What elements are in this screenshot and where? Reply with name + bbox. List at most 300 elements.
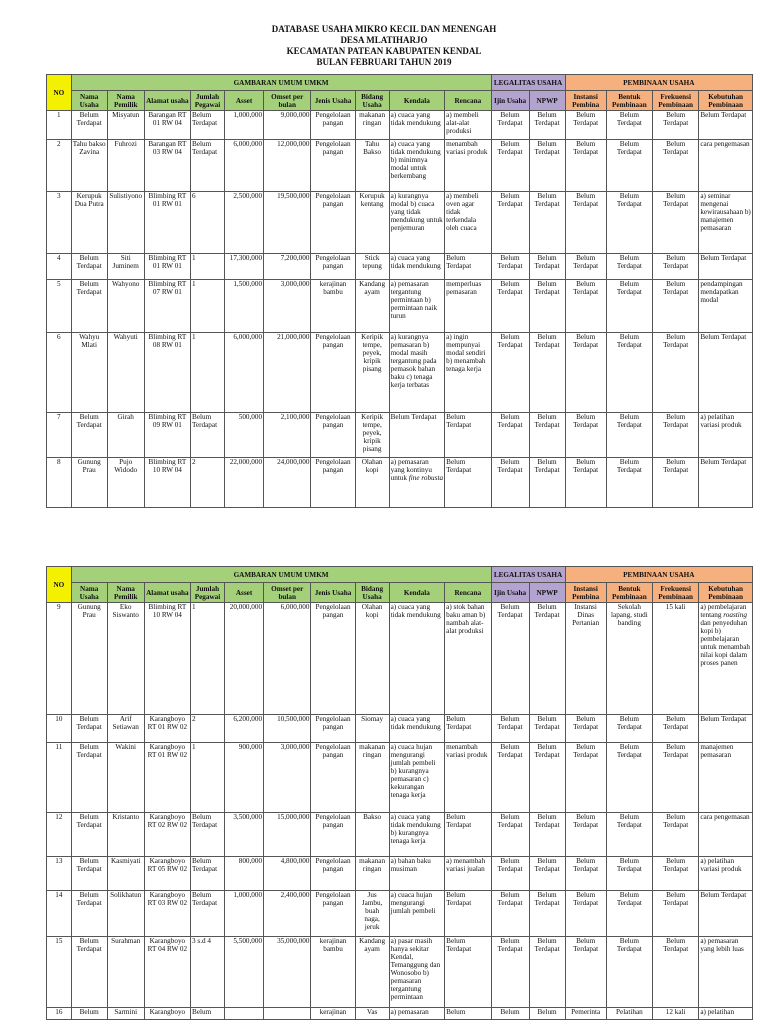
cell-frekuensi: 15 kali [653,603,699,715]
cell-kebutuhan: Belum Terdapat [699,111,753,140]
cell-ijin: Belum Terdapat [491,254,529,280]
cell-frekuensi: Belum Terdapat [653,458,699,508]
cell-rencana: Belum Terdapat [445,813,491,857]
col-header-nama-usaha: Nama Usaha [71,583,107,603]
table-row [47,192,753,254]
cell-nama-usaha: Belum Terdapat [71,813,107,857]
cell-kendala: a) cuaca yang tidak mendukung [389,254,445,280]
cell-nama-pemilik: Kristanto [107,813,144,857]
cell-bentuk: Sekolah lapang, studi banding [606,603,652,715]
cell-jenis: Pengelolaan pangan [311,140,355,192]
cell-nama-pemilik: Pujo Widodo [107,458,144,508]
cell-no: 6 [47,333,72,413]
col-header-no: NO [47,567,72,603]
table-row [47,140,753,192]
cell-nama-usaha: Gunung Prau [71,603,107,715]
cell-asset: 6,000,000 [224,333,263,413]
cell-bidang: Tahu Bakso [355,140,389,192]
cell-rencana: memperluas pemasaran [445,280,491,333]
cell-bentuk: Belum Terdapat [606,413,652,458]
cell-jenis: Pengelolaan pangan [311,743,355,813]
col-header-kebutuhan-pembinaan: Kebutuhan Pembinaan [699,91,753,111]
cell-rencana: Belum Terdapat [445,715,491,743]
col-header-ijin-usaha: Ijin Usaha [491,583,529,603]
cell-npwp: Belum Terdapat [529,140,565,192]
cell-kebutuhan: a) pelatihan [699,1008,753,1020]
cell-asset: 22,000,000 [224,458,263,508]
col-header-kendala: Kendala [389,91,445,111]
header-legalitas: LEGALITAS USAHA [491,567,565,583]
cell-rencana: Belum Terdapat [445,458,491,508]
cell-alamat: Karangboyo [144,1008,190,1020]
cell-pegawai: 1 [191,333,225,413]
cell-asset: 800,000 [224,857,263,891]
cell-frekuensi: 12 kali [653,1008,699,1020]
cell-nama-usaha: Gunung Prau [71,458,107,508]
col-header-no: NO [47,75,72,111]
cell-ijin: Belum Terdapat [491,413,529,458]
cell-npwp: Belum Terdapat [529,857,565,891]
cell-frekuensi: Belum Terdapat [653,280,699,333]
cell-nama-pemilik: Solikhatun [107,891,144,937]
cell-nama-pemilik: Misyatun [107,111,144,140]
cell-nama-pemilik: Kasmiyati [107,857,144,891]
col-header-jenis-usaha: Jenis Usaha [311,91,355,111]
cell-kendala: a) kurangnya pemasaran b) modal masih tergantung pada pemasok bahan baku c) tenaga kerja terbatas [389,333,445,413]
cell-jenis: Pengelolaan pangan [311,857,355,891]
cell-jenis: kerajinan bambu [311,280,355,333]
cell-instansi: Belum Terdapat [565,192,606,254]
cell-bentuk: Belum Terdapat [606,111,652,140]
cell-frekuensi: Belum Terdapat [653,891,699,937]
cell-frekuensi: Belum Terdapat [653,254,699,280]
cell-kebutuhan: Belum Terdapat [699,715,753,743]
cell-instansi: Belum Terdapat [565,280,606,333]
cell-nama-usaha: Tahu bakso Zavina [71,140,107,192]
cell-rencana: menambah variasi produk [445,140,491,192]
cell-bentuk: Pelatihan [606,1008,652,1020]
cell-frekuensi: Belum Terdapat [653,333,699,413]
cell-no: 3 [47,192,72,254]
cell-bidang: Kerupuk kentang [355,192,389,254]
cell-no: 4 [47,254,72,280]
cell-jenis: Pengelolaan pangan [311,254,355,280]
col-header-alamat-usaha: Alamat usaha [144,91,190,111]
cell-pegawai: 1 [191,254,225,280]
cell-bidang: Kandang ayam [355,280,389,333]
cell-nama-usaha: Belum Terdapat [71,891,107,937]
table-row [47,937,753,1008]
cell-alamat: Karangboyo RT 04 RW 02 [144,937,190,1008]
cell-alamat: Blimbing RT 01 RW 01 [144,192,190,254]
table-row [47,857,753,891]
cell-alamat: Blimbing RT 09 RW 01 [144,413,190,458]
header-gambaran: GAMBARAN UMUM UMKM [71,567,491,583]
cell-no: 5 [47,280,72,333]
cell-kebutuhan: cara pengemasan [699,813,753,857]
cell-ijin: Belum Terdapat [491,743,529,813]
cell-nama-usaha: Belum Terdapat [71,857,107,891]
cell-ijin: Belum Terdapat [491,937,529,1008]
document-title [0,24,768,68]
cell-npwp: Belum Terdapat [529,192,565,254]
cell-pegawai: 6 [191,192,225,254]
cell-instansi: Belum Terdapat [565,333,606,413]
cell-pegawai: 2 [191,715,225,743]
cell-kendala: a) cuaca yang tidak mendukung b) minimnya modal untuk berkembang [389,140,445,192]
header-columns-row [47,583,753,603]
cell-no: 8 [47,458,72,508]
cell-rencana: a) stok bahan baku aman b) nambah alat-alat produksi [445,603,491,715]
cell-pegawai: 2 [191,458,225,508]
cell-ijin: Belum Terdapat [491,715,529,743]
cell-bidang: makanan ringan [355,857,389,891]
header-pembinaan: PEMBINAAN USAHA [565,75,752,91]
umkm-table-2 [46,566,753,1020]
table-row [47,333,753,413]
cell-ijin: Belum [491,1008,529,1020]
cell-kebutuhan: a) pembelajaran tentang roasting dan penyeduhan kopi b) pembelajaran untuk menambah nilai kopi dalam proses panen [699,603,753,715]
cell-nama-pemilik: Wahyuti [107,333,144,413]
cell-kebutuhan: a) pelatihan variasi produk [699,413,753,458]
cell-kendala: a) pemasaran tergantung permintaan b) permintaan naik turun [389,280,445,333]
cell-instansi: Belum Terdapat [565,140,606,192]
cell-bidang: Olahan kopi [355,603,389,715]
cell-pegawai: 1 [191,743,225,813]
title-line-3: KECAMATAN PATEAN KABUPATEN KENDAL [286,46,482,56]
cell-alamat: Karangboyo RT 03 RW 02 [144,891,190,937]
cell-asset: 5,500,000 [224,937,263,1008]
cell-kebutuhan: cara pengemasan [699,140,753,192]
cell-no: 11 [47,743,72,813]
cell-nama-usaha: Belum Terdapat [71,743,107,813]
cell-rencana: Belum Terdapat [445,937,491,1008]
title-line-1: DATABASE USAHA MIKRO KECIL DAN MENENGAH [271,24,497,34]
cell-kebutuhan: Belum Terdapat [699,254,753,280]
cell-instansi: Belum Terdapat [565,891,606,937]
cell-nama-pemilik: Girah [107,413,144,458]
cell-bentuk: Belum Terdapat [606,192,652,254]
cell-nama-usaha: Belum Terdapat [71,280,107,333]
cell-instansi: Belum Terdapat [565,413,606,458]
cell-frekuensi: Belum Terdapat [653,192,699,254]
cell-jenis: Pengelolaan pangan [311,813,355,857]
cell-jenis: Pengelolaan pangan [311,333,355,413]
cell-npwp: Belum Terdapat [529,891,565,937]
cell-bentuk: Belum Terdapat [606,280,652,333]
cell-nama-usaha: Belum Terdapat [71,413,107,458]
col-header-instansi-pembina: Instansi Pembina [565,583,606,603]
cell-ijin: Belum Terdapat [491,813,529,857]
col-header-bidang-usaha: Bidang Usaha [355,91,389,111]
cell-instansi: Belum Terdapat [565,857,606,891]
table-row [47,603,753,715]
cell-asset: 20,000,000 [224,603,263,715]
cell-no: 16 [47,1008,72,1020]
col-header-alamat-usaha: Alamat usaha [144,583,190,603]
cell-ijin: Belum Terdapat [491,111,529,140]
cell-frekuensi: Belum Terdapat [653,140,699,192]
table-row [47,891,753,937]
cell-omset: 24,000,000 [264,458,311,508]
cell-bentuk: Belum Terdapat [606,937,652,1008]
cell-omset: 7,200,000 [264,254,311,280]
col-header-frekuensi-pembinaan: Frekuensi Pembinaan [653,91,699,111]
cell-npwp: Belum Terdapat [529,280,565,333]
col-header-bentuk-pembinaan: Bentuk Pembinaan [606,583,652,603]
cell-ijin: Belum Terdapat [491,891,529,937]
cell-instansi: Instansi Dinas Pertanian [565,603,606,715]
cell-no: 1 [47,111,72,140]
italic-term: fine robusta [408,474,444,482]
cell-nama-pemilik: Wahyono [107,280,144,333]
cell-bidang: makanan ringan [355,111,389,140]
cell-omset: 6,000,000 [264,603,311,715]
cell-omset: 35,000,000 [264,937,311,1008]
table-row [47,1008,753,1020]
col-header-frekuensi-pembinaan: Frekuensi Pembinaan [653,583,699,603]
col-header-omset: Omset per bulan [264,91,311,111]
col-header-jenis-usaha: Jenis Usaha [311,583,355,603]
cell-bidang: Jus Jambu, buah naga, jeruk [355,891,389,937]
cell-asset: 1,500,000 [224,280,263,333]
col-header-nama-pemilik: Nama Pemilik [107,91,144,111]
cell-alamat: Blimbing RT 01 RW 01 [144,254,190,280]
cell-omset: 2,100,000 [264,413,311,458]
cell-bentuk: Belum Terdapat [606,891,652,937]
cell-kendala: a) cuaca yang tidak mendukung [389,603,445,715]
header-columns-row [47,91,753,111]
cell-alamat: Blimbing RT 10 RW 04 [144,458,190,508]
cell-bidang: Vas [355,1008,389,1020]
cell-bidang: Kandang ayam [355,937,389,1008]
cell-pegawai: Belum Terdapat [191,413,225,458]
cell-alamat: Karangboyo RT 01 RW 02 [144,743,190,813]
cell-jenis: Pengelolaan pangan [311,715,355,743]
cell-kebutuhan: Belum Terdapat [699,891,753,937]
col-header-kendala: Kendala [389,583,445,603]
cell-nama-usaha: Wahyu Mlati [71,333,107,413]
table-row [47,413,753,458]
cell-omset: 9,000,000 [264,111,311,140]
cell-omset: 4,800,000 [264,857,311,891]
cell-pegawai: 3 s.d 4 [191,937,225,1008]
cell-omset: 15,000,000 [264,813,311,857]
cell-pegawai: Belum Terdapat [191,111,225,140]
cell-instansi: Belum Terdapat [565,458,606,508]
cell-bidang: Keripik tempe, peyek, kripik pisang [355,333,389,413]
cell-rencana: Belum Terdapat [445,254,491,280]
cell-instansi: Belum Terdapat [565,715,606,743]
cell-kendala: a) bahan baku musiman [389,857,445,891]
cell-asset: 1,000,000 [224,891,263,937]
cell-asset: 2,500,000 [224,192,263,254]
col-header-rencana: Rencana [445,91,491,111]
cell-bentuk: Belum Terdapat [606,333,652,413]
cell-asset: 3,500,000 [224,813,263,857]
cell-npwp: Belum Terdapat [529,743,565,813]
col-header-ijin-usaha: Ijin Usaha [491,91,529,111]
cell-frekuensi: Belum Terdapat [653,715,699,743]
header-group-row [47,567,753,583]
cell-ijin: Belum Terdapat [491,140,529,192]
cell-nama-usaha: Belum Terdapat [71,715,107,743]
cell-omset: 19,500,000 [264,192,311,254]
cell-frekuensi: Belum Terdapat [653,413,699,458]
header-legalitas: LEGALITAS USAHA [491,75,565,91]
cell-kendala: a) cuaca yang tidak mendukung [389,111,445,140]
table-row [47,743,753,813]
cell-rencana: Belum Terdapat [445,413,491,458]
cell-kebutuhan: a) pelatihan variasi produk [699,857,753,891]
umkm-table-1 [46,74,753,508]
cell-alamat: Blimbing RT 08 RW 01 [144,333,190,413]
cell-omset [264,1008,311,1020]
cell-asset: 500,000 [224,413,263,458]
cell-no: 13 [47,857,72,891]
cell-kebutuhan: a) seminar mengenai kewirausahaan b) manajemen pemasaran [699,192,753,254]
title-line-2: DESA MLATIHARJO [340,35,428,45]
cell-rencana: a) ingin mempunyai modal sendiri b) menambah tenaga kerja [445,333,491,413]
cell-instansi: Belum Terdapat [565,254,606,280]
cell-kendala: Belum Terdapat [389,413,445,458]
cell-instansi: Belum Terdapat [565,813,606,857]
cell-asset: 6,200,000 [224,715,263,743]
col-header-npwp: NPWP [529,583,565,603]
cell-alamat: Karangboyo RT 02 RW 02 [144,813,190,857]
col-header-rencana: Rencana [445,583,491,603]
cell-npwp: Belum Terdapat [529,413,565,458]
cell-bidang: Olahan kopi [355,458,389,508]
cell-kendala: a) pemasaran [389,1008,445,1020]
cell-alamat: Blimbing RT 07 RW 01 [144,280,190,333]
cell-pegawai: 1 [191,603,225,715]
cell-bidang: Stick tepung [355,254,389,280]
cell-kebutuhan: a) pemasaran yang lebih luas [699,937,753,1008]
header-group-row [47,75,753,91]
cell-kebutuhan: Belum Terdapat [699,458,753,508]
cell-npwp: Belum Terdapat [529,937,565,1008]
col-header-omset: Omset per bulan [264,583,311,603]
cell-no: 14 [47,891,72,937]
cell-pegawai: Belum Terdapat [191,891,225,937]
cell-asset: 1,000,000 [224,111,263,140]
cell-jenis: Pengelolaan pangan [311,192,355,254]
cell-omset: 3,000,000 [264,280,311,333]
cell-frekuensi: Belum Terdapat [653,937,699,1008]
cell-omset: 10,500,000 [264,715,311,743]
cell-alamat: Karangboyo RT 05 RW 02 [144,857,190,891]
cell-pegawai: Belum Terdapat [191,857,225,891]
header-pembinaan: PEMBINAAN USAHA [565,567,752,583]
cell-bentuk: Belum Terdapat [606,857,652,891]
cell-pegawai: 1 [191,280,225,333]
cell-rencana: a) membeli oven agar tidak terkendala oleh cuaca [445,192,491,254]
cell-npwp: Belum Terdapat [529,333,565,413]
cell-asset: 17,300,000 [224,254,263,280]
cell-npwp: Belum Terdapat [529,458,565,508]
cell-nama-pemilik: Arif Setiawan [107,715,144,743]
table-row [47,111,753,140]
header-gambaran: GAMBARAN UMUM UMKM [71,75,491,91]
cell-jenis: Pengelolaan pangan [311,111,355,140]
col-header-nama-pemilik: Nama Pemilik [107,583,144,603]
cell-bentuk: Belum Terdapat [606,715,652,743]
cell-npwp: Belum [529,1008,565,1020]
cell-kebutuhan: Belum Terdapat [699,333,753,413]
table-row [47,458,753,508]
col-header-asset: Asset [224,91,263,111]
cell-frekuensi: Belum Terdapat [653,857,699,891]
cell-nama-pemilik: Wakini [107,743,144,813]
cell-jenis: Pengelolaan pangan [311,413,355,458]
cell-no: 10 [47,715,72,743]
cell-npwp: Belum Terdapat [529,813,565,857]
cell-kendala: a) kurangnya modal b) cuaca yang tidak mendukung untuk penjemuran [389,192,445,254]
cell-jenis: kerajinan [311,1008,355,1020]
cell-npwp: Belum Terdapat [529,254,565,280]
cell-pegawai: Belum [191,1008,225,1020]
cell-nama-pemilik: Sulistiyono [107,192,144,254]
cell-bentuk: Belum Terdapat [606,140,652,192]
cell-kendala: a) cuaca yang tidak mendukung [389,715,445,743]
cell-bentuk: Belum Terdapat [606,743,652,813]
cell-instansi: Belum Terdapat [565,111,606,140]
cell-kendala: a) cuaca hujan mengurangi jumlah pembeli b) kurangnya pemasaran c) kekurangan tenaga kerja [389,743,445,813]
cell-nama-pemilik: Fuhrozi [107,140,144,192]
cell-bidang: Siomay [355,715,389,743]
cell-nama-usaha: Kerupuk Dua Putra [71,192,107,254]
cell-npwp: Belum Terdapat [529,111,565,140]
cell-ijin: Belum Terdapat [491,603,529,715]
col-header-jumlah-pegawai: Jumlah Pegawai [191,91,225,111]
cell-ijin: Belum Terdapat [491,192,529,254]
cell-frekuensi: Belum Terdapat [653,813,699,857]
col-header-nama-usaha: Nama Usaha [71,91,107,111]
col-header-bidang-usaha: Bidang Usaha [355,583,389,603]
cell-nama-usaha: Belum Terdapat [71,111,107,140]
table-row [47,813,753,857]
cell-bentuk: Belum Terdapat [606,254,652,280]
cell-kebutuhan: manajemen pemasaran [699,743,753,813]
cell-alamat: Barangan RT 03 RW 04 [144,140,190,192]
cell-nama-pemilik: Surahman [107,937,144,1008]
col-header-asset: Asset [224,583,263,603]
cell-omset: 2,400,000 [264,891,311,937]
cell-kendala: a) pasar masih hanya sekitar Kendal, Temanggung dan Wonosobo b) pemasaran tergantung permintaan [389,937,445,1008]
cell-bidang: makanan ringan [355,743,389,813]
cell-npwp: Belum Terdapat [529,715,565,743]
cell-nama-pemilik: Siti Juminem [107,254,144,280]
cell-rencana: Belum [445,1008,491,1020]
col-header-bentuk-pembinaan: Bentuk Pembinaan [606,91,652,111]
title-line-4: BULAN FEBRUARI TAHUN 2019 [316,57,452,67]
cell-nama-pemilik: Eko Siswanto [107,603,144,715]
cell-instansi: Belum Terdapat [565,743,606,813]
cell-kendala: a) pemasaran yang kontinyu untuk fine robusta [389,458,445,508]
cell-kendala: a) cuaca hujan mengurangi jumlah pembeli [389,891,445,937]
cell-alamat: Barangan RT 01 RW 04 [144,111,190,140]
cell-asset: 6,000,000 [224,140,263,192]
cell-omset: 12,000,000 [264,140,311,192]
cell-nama-usaha: Belum [71,1008,107,1020]
cell-frekuensi: Belum Terdapat [653,743,699,813]
cell-omset: 3,000,000 [264,743,311,813]
cell-alamat: Karangboyo RT 01 RW 02 [144,715,190,743]
cell-rencana: Belum Terdapat [445,891,491,937]
cell-omset: 21,000,000 [264,333,311,413]
cell-nama-usaha: Belum Terdapat [71,254,107,280]
